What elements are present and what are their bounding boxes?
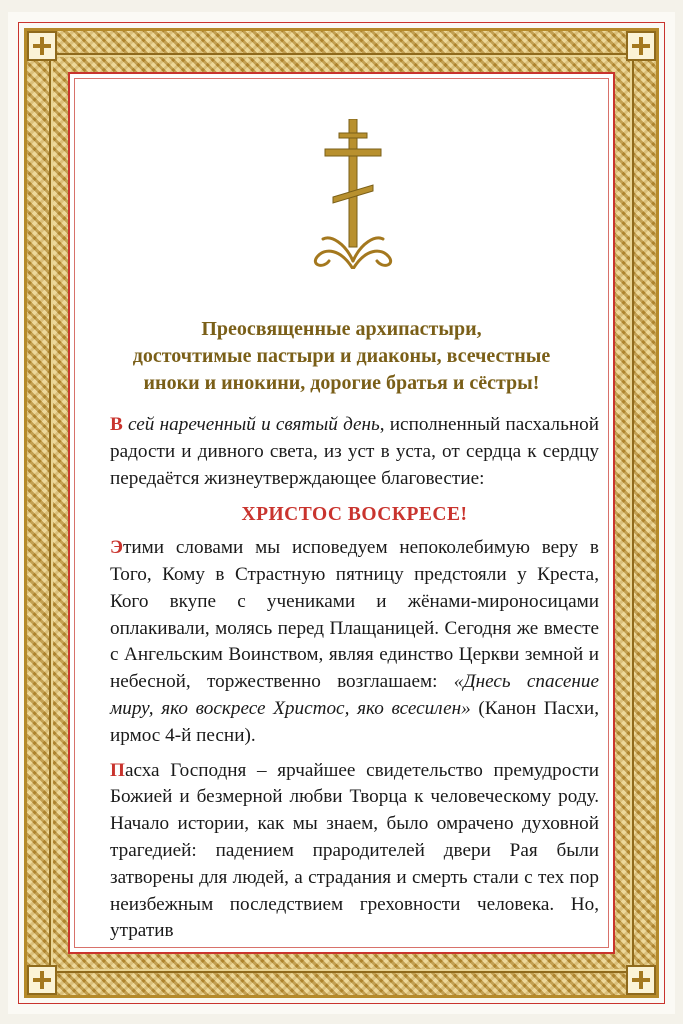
- drop-cap: Э: [110, 537, 124, 559]
- drop-cap: П: [110, 759, 125, 781]
- paragraph: [110, 535, 599, 749]
- italic-phrase: сей нареченный и святый день: [122, 414, 380, 435]
- drop-cap: В: [110, 414, 123, 435]
- greeting-heading: [90, 316, 593, 397]
- ornament-cross-icon: [27, 965, 57, 995]
- document-sheet: [8, 12, 675, 1014]
- paragraph-text: тими словами мы исповедуем непоколебимую веру в Того, Кому в Страстную пятницу предстояли у Креста, Кого вкупе с учениками и жёнами-мироносицами оплакивали, молясь перед Плащаницей. Сегодня же вместе с Ангельским Воинством, являя единство Церкви земной и небесной, торжественно возглашаем:: [110, 537, 599, 693]
- ornament-cross-icon: [626, 31, 656, 61]
- heading-line: досточтимые пастыри и диаконы, всечестные: [132, 345, 551, 367]
- ornament-cross-icon: [27, 31, 57, 61]
- text-panel: [68, 72, 615, 954]
- orthodox-cross-icon: [303, 119, 403, 269]
- heading-line: иноки и инокини, дорогие братья и сёстры!: [143, 372, 540, 394]
- heading-line: Преосвященные архипастыри,: [201, 318, 482, 340]
- easter-proclamation: ХРИСТОС ВОСКРЕСЕ!: [241, 504, 468, 526]
- paragraph: [110, 412, 599, 492]
- ornament-cross-icon: [626, 965, 656, 995]
- canon-quote: «Днесь спасение миру, яко воскресе Христос, яко всесилен»: [110, 671, 599, 719]
- paragraph-text: , исполненный пасхальной радости и дивного света, из уст в уста, от сердца к сердцу передаётся жизнеутверждающее благовестие:: [110, 414, 599, 489]
- paragraph-text: (Канон Пасхи, ирмос 4-й песни).: [110, 697, 599, 746]
- paragraph-text: асха Господня – ярчайшее свидетельство премудрости Божией и безмерной любви Творца к человеческому роду. Начало истории, как мы знаем, было омрачено духовной трагедией: падением прародителей двери Рая были затворены для людей, а страдания и смерть стали с тех пор неизбежным последствием греховности человека. Но, утратив: [110, 759, 599, 942]
- paragraph: [110, 758, 599, 946]
- message-body: [110, 412, 599, 948]
